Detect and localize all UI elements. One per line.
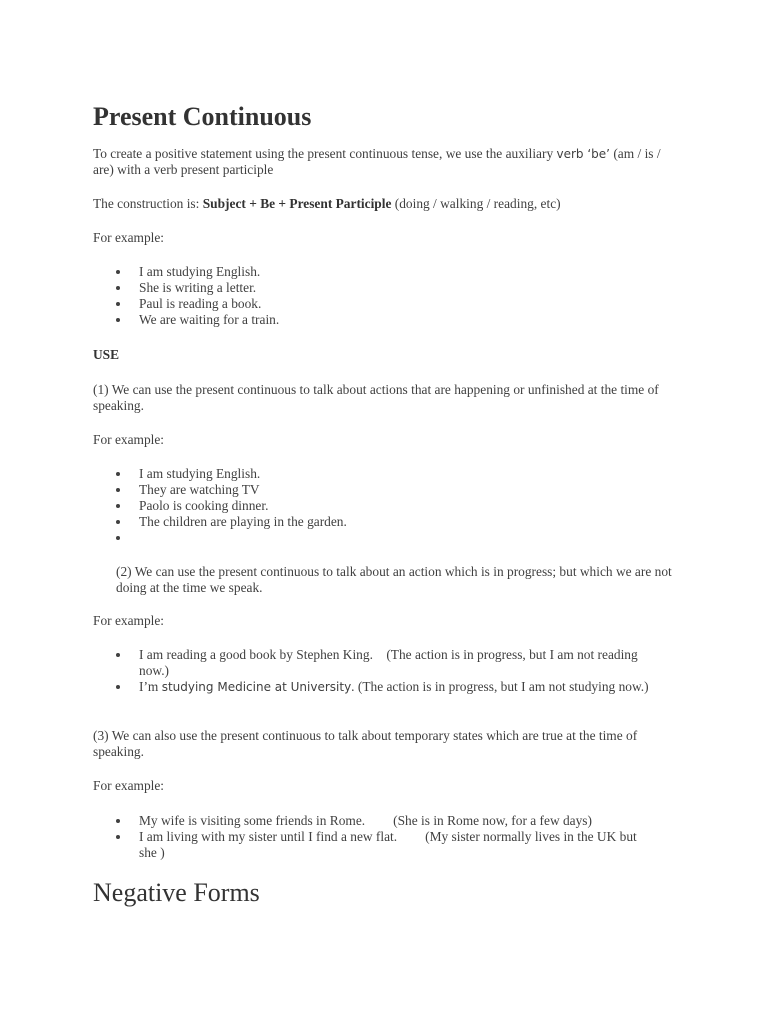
list-item-note: (She is in Rome now, for a few days) bbox=[393, 813, 592, 828]
examples-list-4 bbox=[93, 813, 653, 861]
list-item-note: . (The action is in progress, but I am not studying now.) bbox=[351, 679, 649, 694]
list-item-text: I am studying English. bbox=[139, 466, 261, 481]
list-item-text: She is writing a letter. bbox=[139, 280, 257, 295]
for-example-label-3: For example: bbox=[93, 613, 165, 628]
for-example-label-2: For example: bbox=[93, 432, 165, 447]
use-1-paragraph: (1) We can use the present continuous to talk about actions that are happening or unfinished at the time of speaking. bbox=[93, 382, 659, 413]
list-item-text: I am reading a good book by Stephen King. bbox=[139, 647, 373, 662]
intro-text-b: verb ‘be’ bbox=[556, 147, 610, 161]
bullet-icon bbox=[116, 488, 120, 492]
list-item-text-sans: studying Medicine at University bbox=[161, 680, 352, 694]
list-item-text: They are watching TV bbox=[139, 482, 260, 497]
bullet-icon bbox=[116, 653, 120, 657]
bullet-icon bbox=[116, 302, 120, 306]
use-2-paragraph: (2) We can use the present continuous to talk about an action which is in progress; but which we are not doing at the time we speak. bbox=[116, 564, 672, 595]
bullet-icon bbox=[116, 835, 120, 839]
list-item bbox=[93, 280, 653, 296]
list-item bbox=[93, 466, 653, 482]
list-item bbox=[93, 829, 653, 861]
examples-list-1 bbox=[93, 264, 653, 328]
examples-list-2 bbox=[93, 466, 653, 546]
page-title: Present Continuous bbox=[93, 102, 312, 131]
list-item-note: (My sister normally lives in the UK but she ) bbox=[139, 829, 637, 860]
for-example-label-4: For example: bbox=[93, 778, 165, 793]
list-item-text: Paul is reading a book. bbox=[139, 296, 262, 311]
list-item bbox=[93, 296, 653, 312]
examples-list-3 bbox=[93, 647, 653, 695]
for-example-label-1: For example: bbox=[93, 230, 165, 245]
list-item bbox=[93, 530, 653, 546]
list-item-text: We are waiting for a train. bbox=[139, 312, 280, 327]
bullet-icon bbox=[116, 270, 120, 274]
list-item-text: The children are playing in the garden. bbox=[139, 514, 347, 529]
bullet-icon bbox=[116, 819, 120, 823]
bullet-icon bbox=[116, 286, 120, 290]
construction-prefix: The construction is: bbox=[93, 196, 203, 211]
construction-paragraph bbox=[93, 196, 673, 212]
section-title-negative: Negative Forms bbox=[93, 878, 260, 907]
list-item bbox=[93, 264, 653, 280]
construction-suffix: (doing / walking / reading, etc) bbox=[391, 196, 561, 211]
construction-formula: Subject + Be + Present Participle bbox=[202, 196, 392, 211]
list-item-text: I’m bbox=[139, 679, 162, 694]
use-heading-text: USE bbox=[93, 347, 120, 362]
list-item bbox=[93, 498, 653, 514]
use-heading bbox=[93, 347, 673, 363]
use-3-paragraph: (3) We can also use the present continuous to talk about temporary states which are true at the time of speaking. bbox=[93, 728, 638, 759]
list-item-text: My wife is visiting some friends in Rome. bbox=[139, 813, 366, 828]
bullet-icon bbox=[116, 536, 120, 540]
list-item bbox=[93, 312, 653, 328]
list-item-text: I am studying English. bbox=[139, 264, 261, 279]
bullet-icon bbox=[116, 504, 120, 508]
list-item bbox=[93, 679, 653, 695]
bullet-icon bbox=[116, 472, 120, 476]
bullet-icon bbox=[116, 520, 120, 524]
list-item bbox=[93, 813, 653, 829]
intro-paragraph bbox=[93, 146, 673, 178]
list-item-text: I am living with my sister until I find a new flat. bbox=[139, 829, 398, 844]
list-item bbox=[93, 647, 653, 679]
intro-text-a: To create a positive statement using the present continuous tense, we use the auxiliary bbox=[93, 146, 557, 161]
list-item-text: Paolo is cooking dinner. bbox=[139, 498, 269, 513]
intro-text-c: (am / is / are) with a verb present participle bbox=[93, 146, 661, 177]
list-item bbox=[93, 514, 653, 530]
bullet-icon bbox=[116, 318, 120, 322]
list-item bbox=[93, 482, 653, 498]
list-item-note: (The action is in progress, but I am not reading now.) bbox=[139, 647, 638, 678]
bullet-icon bbox=[116, 685, 120, 689]
